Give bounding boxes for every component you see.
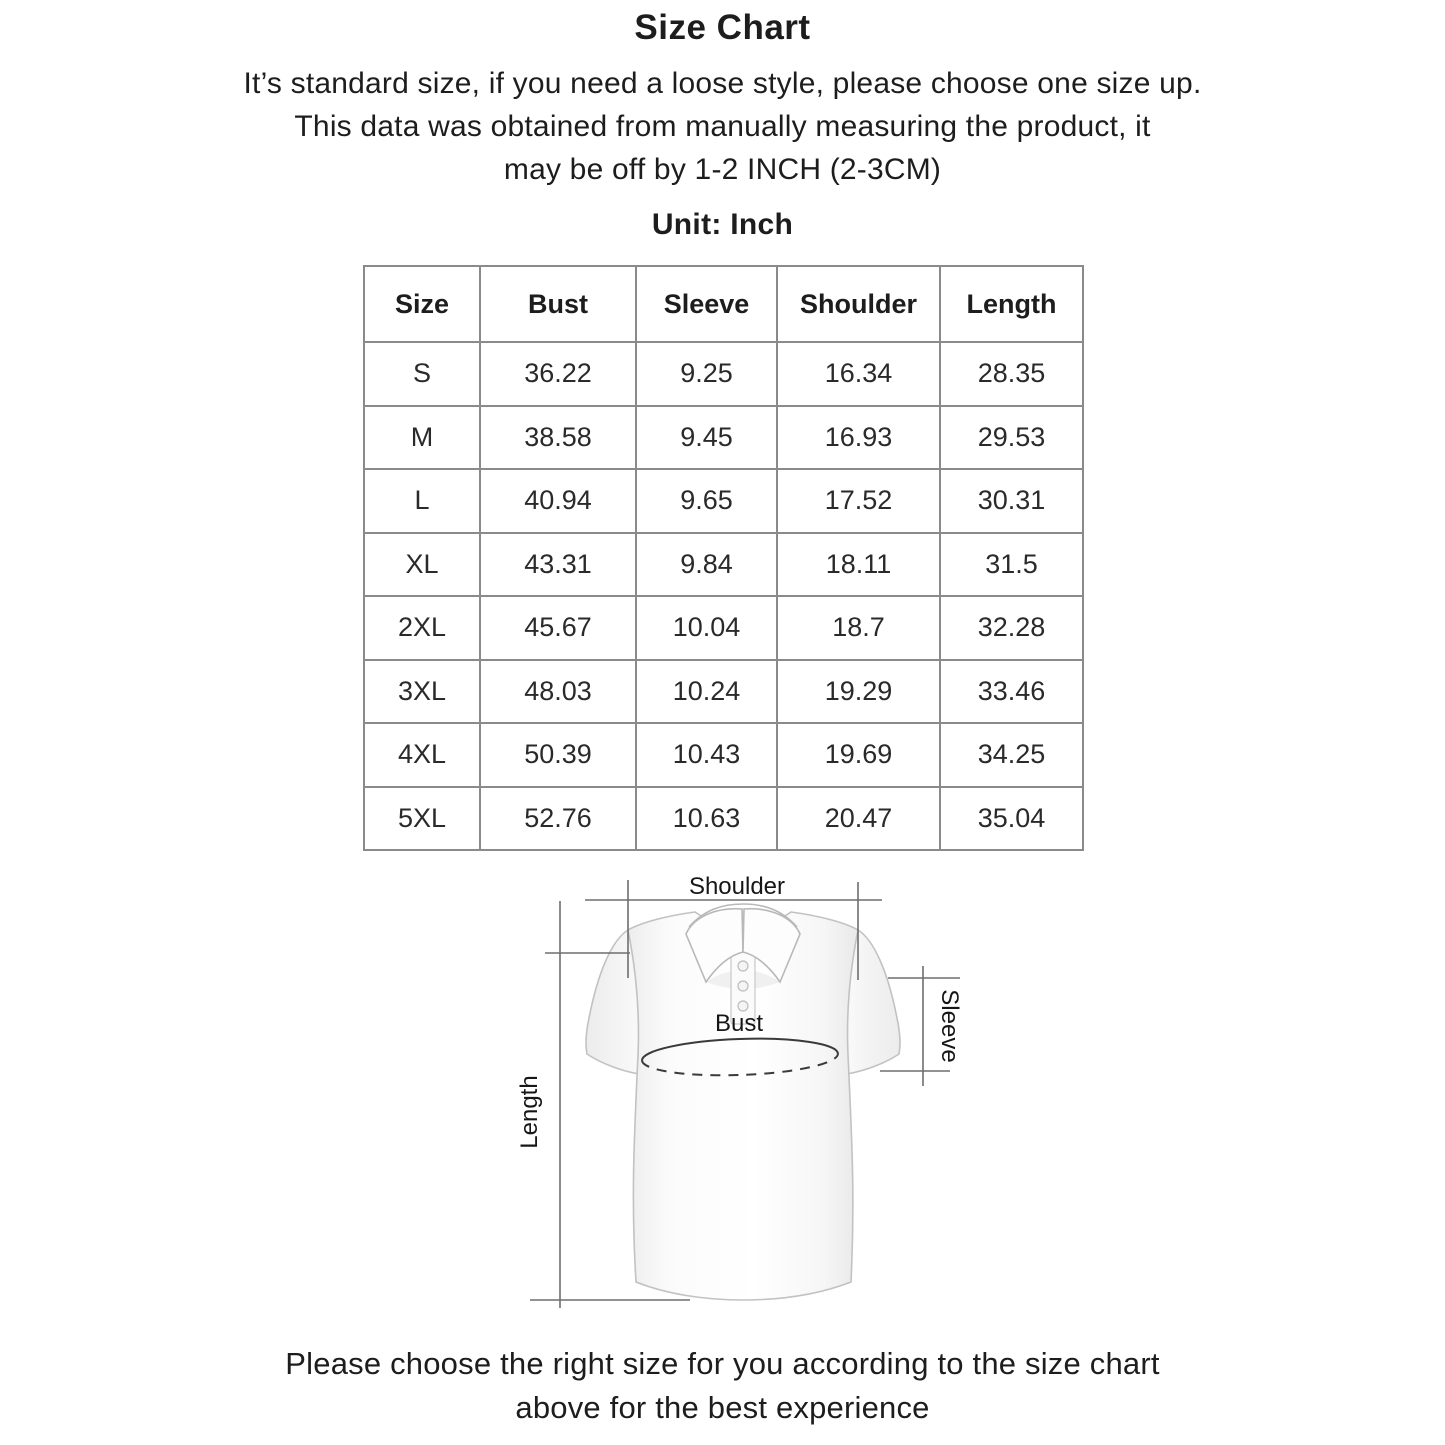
table-cell: 18.7 — [777, 596, 940, 660]
table-cell: 17.52 — [777, 469, 940, 533]
table-cell: 10.24 — [636, 660, 777, 724]
table-cell: 2XL — [364, 596, 480, 660]
table-header-cell: Size — [364, 266, 480, 342]
table-cell: 30.31 — [940, 469, 1083, 533]
table-row — [364, 533, 1083, 597]
measurement-diagram — [490, 860, 990, 1340]
table-cell: 9.45 — [636, 406, 777, 470]
table-header-cell: Sleeve — [636, 266, 777, 342]
size-note-line: may be off by 1-2 INCH (2-3CM) — [503, 153, 942, 186]
table-header-row — [364, 266, 1083, 342]
table-row — [364, 406, 1083, 470]
button — [738, 981, 748, 991]
table-row — [364, 596, 1083, 660]
table-row — [364, 660, 1083, 724]
size-note-line: This data was obtained from manually measuring the product, it — [294, 110, 1151, 143]
table-cell: 43.31 — [480, 533, 636, 597]
polo-shirt-illustration — [586, 904, 900, 1300]
table-row — [364, 469, 1083, 533]
unit-label: Unit: Inch — [651, 208, 794, 241]
button — [738, 961, 748, 971]
footer-note — [0, 1342, 1445, 1430]
table-cell: 52.76 — [480, 787, 636, 851]
table-cell: 5XL — [364, 787, 480, 851]
table-cell: M — [364, 406, 480, 470]
table-header-cell: Shoulder — [777, 266, 940, 342]
table-cell: 29.53 — [940, 406, 1083, 470]
table-cell: 19.29 — [777, 660, 940, 724]
table-cell: 16.34 — [777, 342, 940, 406]
size-table — [363, 265, 1084, 851]
table-header-cell: Bust — [480, 266, 636, 342]
table-cell: L — [364, 469, 480, 533]
table-row — [364, 787, 1083, 851]
table-cell: 19.69 — [777, 723, 940, 787]
table-cell: 48.03 — [480, 660, 636, 724]
table-cell: 9.84 — [636, 533, 777, 597]
table-cell: 10.43 — [636, 723, 777, 787]
bust-label: Bust — [714, 1010, 764, 1037]
table-cell: 34.25 — [940, 723, 1083, 787]
table-cell: 32.28 — [940, 596, 1083, 660]
table-cell: 33.46 — [940, 660, 1083, 724]
length-label: Length — [516, 1075, 543, 1149]
table-cell: 40.94 — [480, 469, 636, 533]
table-cell: 4XL — [364, 723, 480, 787]
table-cell: 38.58 — [480, 406, 636, 470]
table-cell: 3XL — [364, 660, 480, 724]
footer-note-line: Please choose the right size for you according to the size chart — [285, 1346, 1160, 1381]
table-cell: 31.5 — [940, 533, 1083, 597]
table-header-cell: Length — [940, 266, 1083, 342]
page-title: Size Chart — [634, 8, 811, 47]
table-cell: 16.93 — [777, 406, 940, 470]
shoulder-label: Shoulder — [688, 873, 786, 900]
table-cell: 10.04 — [636, 596, 777, 660]
table-cell: XL — [364, 533, 480, 597]
table-cell: 50.39 — [480, 723, 636, 787]
table-cell: 45.67 — [480, 596, 636, 660]
table-cell: 9.25 — [636, 342, 777, 406]
table-cell: 20.47 — [777, 787, 940, 851]
table-cell: 18.11 — [777, 533, 940, 597]
size-note-line: It’s standard size, if you need a loose style, please choose one size up. — [243, 67, 1202, 100]
table-cell: 10.63 — [636, 787, 777, 851]
sleeve-label: Sleeve — [936, 989, 963, 1063]
size-note — [0, 62, 1445, 191]
footer-note-line: above for the best experience — [515, 1390, 930, 1425]
table-cell: 28.35 — [940, 342, 1083, 406]
table-cell: 9.65 — [636, 469, 777, 533]
table-cell: 35.04 — [940, 787, 1083, 851]
table-row — [364, 723, 1083, 787]
table-cell: 36.22 — [480, 342, 636, 406]
table-cell: S — [364, 342, 480, 406]
table-row — [364, 342, 1083, 406]
